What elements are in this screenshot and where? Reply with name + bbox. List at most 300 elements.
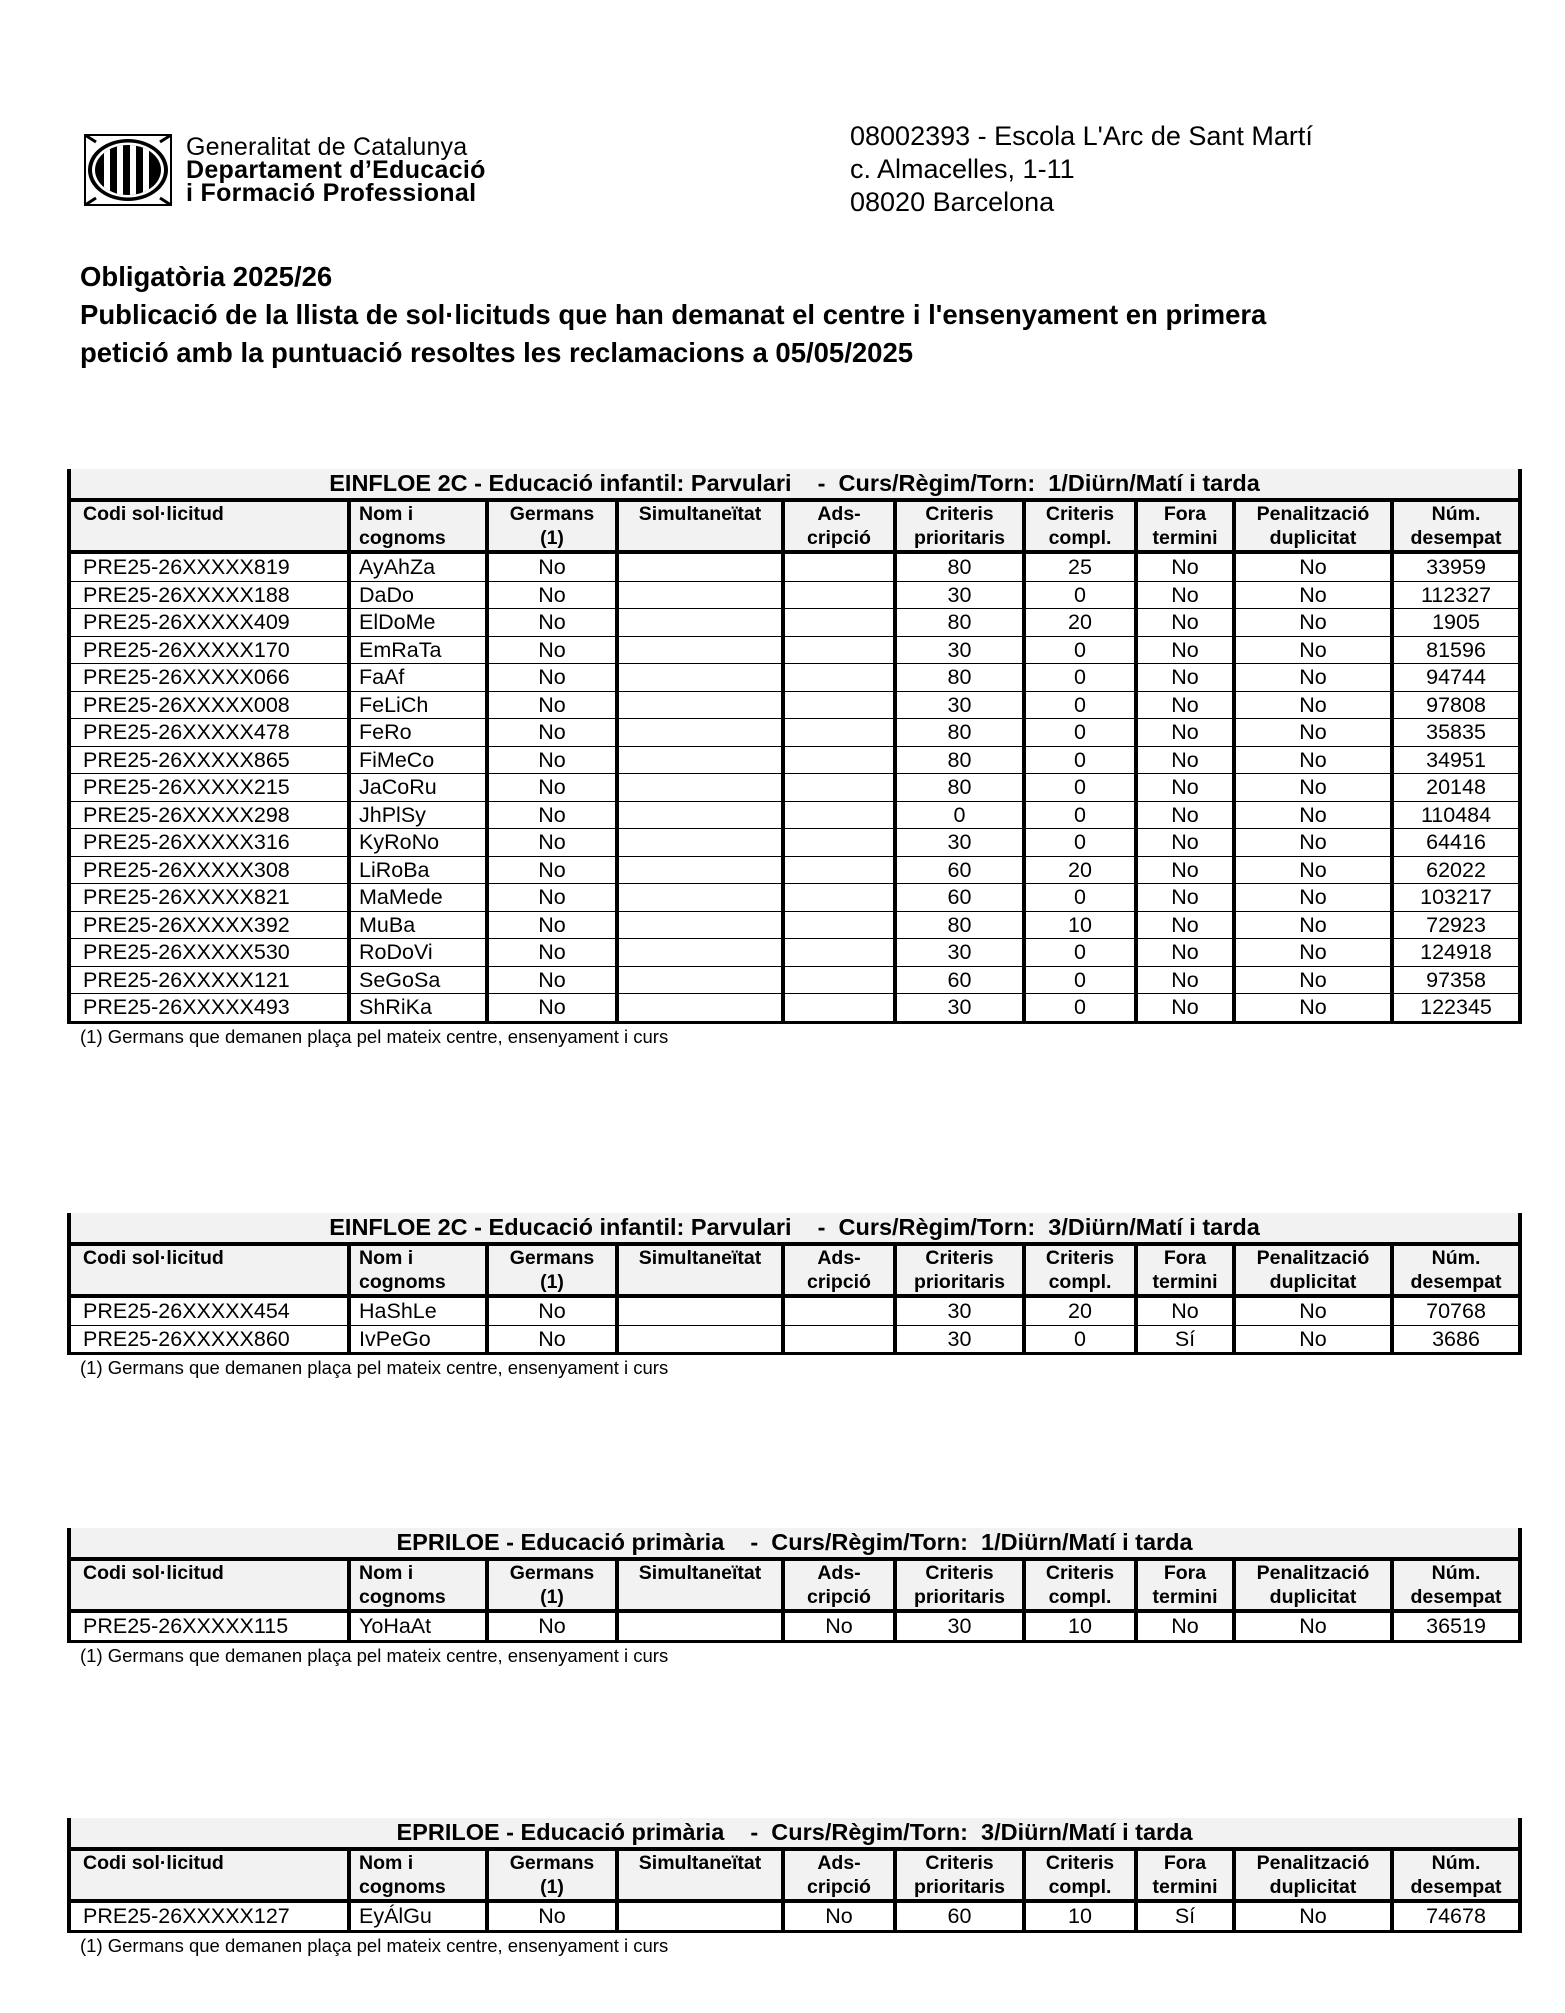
- column-header-label: termini: [1152, 527, 1218, 549]
- column-header-label: prioritaris: [913, 527, 1006, 549]
- table-cell: 0: [895, 801, 1024, 829]
- table-cell: No: [1136, 994, 1234, 1023]
- table-cell: No: [1234, 1611, 1392, 1641]
- table-cell: No: [1234, 1901, 1392, 1931]
- column-header: [1392, 1244, 1520, 1296]
- table-cell: No: [487, 884, 617, 912]
- table-cell: No: [1234, 636, 1392, 664]
- column-header: [349, 1559, 487, 1611]
- table-cell: [617, 1611, 783, 1641]
- table-cell: No: [1136, 609, 1234, 637]
- document-title: [80, 258, 1266, 372]
- table-row: [69, 774, 1520, 802]
- table-row: [69, 1296, 1520, 1325]
- table-cell: [617, 691, 783, 719]
- column-header: [1392, 1849, 1520, 1901]
- table-cell: 60: [895, 884, 1024, 912]
- column-header-label: Simultaneïtat: [638, 1562, 762, 1584]
- table-cell: 0: [1024, 939, 1136, 967]
- table-cell: 0: [1024, 801, 1136, 829]
- column-header-label: Ads-: [817, 1852, 861, 1874]
- applications-table-2: [67, 1213, 1518, 1379]
- column-header-label: Codi sol·licitud: [83, 1852, 224, 1874]
- table-cell: [617, 581, 783, 609]
- column-header: [1392, 500, 1520, 552]
- table-cell: 80: [895, 664, 1024, 692]
- column-header-label: Nom i: [359, 1562, 414, 1584]
- table-cell: PRE25-26XXXXX115: [69, 1611, 349, 1641]
- table-cell: 30: [895, 939, 1024, 967]
- table-cell: [783, 581, 895, 609]
- applications-table-3: [67, 1528, 1518, 1667]
- table-cell: 0: [1024, 719, 1136, 747]
- column-header: [783, 500, 895, 552]
- table-cell: 33959: [1392, 552, 1520, 581]
- table-cell: PRE25-26XXXXX865: [69, 746, 349, 774]
- table-cell: JhPlSy: [349, 801, 487, 829]
- table-row: [69, 719, 1520, 747]
- table-cell: No: [1136, 664, 1234, 692]
- table-cell: No: [487, 994, 617, 1023]
- table-cell: No: [1136, 911, 1234, 939]
- column-header-label: termini: [1152, 1876, 1218, 1898]
- column-header-label: Nom i: [359, 1852, 414, 1874]
- table-cell: [783, 636, 895, 664]
- table-cell: 72923: [1392, 911, 1520, 939]
- table-cell: 0: [1024, 829, 1136, 857]
- logo-government-name: Generalitat de Catalunya: [186, 133, 468, 161]
- table-cell: No: [1234, 994, 1392, 1023]
- column-header-label: Simultaneïtat: [638, 1852, 762, 1874]
- table-cell: [783, 774, 895, 802]
- table-cell: [617, 884, 783, 912]
- school-street: c. Almacelles, 1-11: [850, 154, 1075, 184]
- column-header: [1136, 500, 1234, 552]
- column-header: [349, 1849, 487, 1901]
- logo-department-name-2: i Formació Professional: [186, 179, 477, 207]
- table-cell: [783, 939, 895, 967]
- table-cell: 60: [895, 966, 1024, 994]
- table-caption: EPRILOE - Educació primària - Curs/Règim/Torn: 3/Diürn/Matí i tarda: [69, 1818, 1520, 1849]
- table-cell: [783, 609, 895, 637]
- school-name: 08002393 - Escola L'Arc de Sant Martí: [850, 121, 1313, 151]
- applications-table: [67, 1213, 1522, 1355]
- column-header-label: Criteris: [925, 1247, 994, 1269]
- table-cell: 30: [895, 1296, 1024, 1325]
- column-header: [1392, 1559, 1520, 1611]
- table-cell: PRE25-26XXXXX409: [69, 609, 349, 637]
- applications-table: [67, 1528, 1522, 1643]
- table-cell: PRE25-26XXXXX392: [69, 911, 349, 939]
- table-cell: PRE25-26XXXXX819: [69, 552, 349, 581]
- column-header: [617, 1849, 783, 1901]
- table-cell: 81596: [1392, 636, 1520, 664]
- table-cell: SeGoSa: [349, 966, 487, 994]
- column-header-label: Núm.: [1431, 503, 1481, 525]
- table-cell: 122345: [1392, 994, 1520, 1023]
- column-header-label: Simultaneïtat: [638, 1247, 762, 1269]
- column-header-label: (1): [540, 527, 564, 549]
- table-cell: 74678: [1392, 1901, 1520, 1931]
- table-cell: PRE25-26XXXXX215: [69, 774, 349, 802]
- column-header-label: duplicitat: [1269, 527, 1357, 549]
- school-address-block: [850, 120, 1313, 219]
- column-header: [349, 500, 487, 552]
- column-header-label: Fora: [1163, 1562, 1207, 1584]
- table-cell: 0: [1024, 636, 1136, 664]
- table-cell: FeLiCh: [349, 691, 487, 719]
- table-cell: 30: [895, 994, 1024, 1023]
- column-header: [1136, 1849, 1234, 1901]
- table-cell: [783, 552, 895, 581]
- table-row: [69, 911, 1520, 939]
- column-header: [487, 1244, 617, 1296]
- table-cell: 80: [895, 719, 1024, 747]
- table-row: [69, 552, 1520, 581]
- table-cell: 10: [1024, 1611, 1136, 1641]
- column-header-label: Fora: [1163, 1852, 1207, 1874]
- table-caption: EINFLOE 2C - Educació infantil: Parvulari - Curs/Règim/Torn: 1/Diürn/Matí i tarda: [69, 469, 1520, 500]
- column-header: [1136, 1559, 1234, 1611]
- table-cell: 0: [1024, 774, 1136, 802]
- table-cell: [783, 1296, 895, 1325]
- column-header: [487, 500, 617, 552]
- table-footnote: (1) Germans que demanen plaça pel mateix centre, ensenyament i curs: [80, 1934, 669, 1956]
- table-cell: No: [1234, 1325, 1392, 1354]
- column-header-label: Germans: [509, 1562, 595, 1584]
- table-cell: No: [1234, 552, 1392, 581]
- table-cell: 10: [1024, 911, 1136, 939]
- column-header: [1234, 1849, 1392, 1901]
- column-header: [895, 1244, 1024, 1296]
- column-header-label: desempat: [1410, 527, 1502, 549]
- table-footnote: (1) Germans que demanen plaça pel mateix centre, ensenyament i curs: [80, 1357, 669, 1378]
- column-header-label: Criteris: [925, 503, 994, 525]
- table-row: [69, 581, 1520, 609]
- table-cell: PRE25-26XXXXX308: [69, 856, 349, 884]
- table-cell: [617, 552, 783, 581]
- table-cell: No: [487, 636, 617, 664]
- table-cell: No: [1234, 774, 1392, 802]
- column-header: [1234, 500, 1392, 552]
- column-header-label: Germans: [509, 503, 595, 525]
- table-cell: Sí: [1136, 1901, 1234, 1931]
- column-header-label: cripció: [807, 1271, 871, 1293]
- table-cell: [617, 1901, 783, 1931]
- column-header-label: duplicitat: [1269, 1271, 1357, 1293]
- department-logo: [84, 134, 594, 208]
- column-header-label: Criteris: [1045, 1247, 1115, 1269]
- column-header-label: (1): [540, 1271, 564, 1293]
- table-cell: AyAhZa: [349, 552, 487, 581]
- table-cell: PRE25-26XXXXX493: [69, 994, 349, 1023]
- table-cell: HaShLe: [349, 1296, 487, 1325]
- table-cell: [783, 1325, 895, 1354]
- table-cell: 62022: [1392, 856, 1520, 884]
- column-header: [349, 1244, 487, 1296]
- table-cell: [617, 966, 783, 994]
- table-cell: [783, 994, 895, 1023]
- table-cell: No: [487, 1901, 617, 1931]
- table-cell: No: [1234, 884, 1392, 912]
- table-row: [69, 856, 1520, 884]
- table-cell: 0: [1024, 581, 1136, 609]
- table-cell: No: [1136, 774, 1234, 802]
- table-cell: No: [1234, 581, 1392, 609]
- column-header-label: cripció: [807, 1586, 871, 1608]
- table-cell: 64416: [1392, 829, 1520, 857]
- column-header-label: prioritaris: [913, 1586, 1006, 1608]
- column-header: [617, 500, 783, 552]
- table-cell: 30: [895, 691, 1024, 719]
- column-header: [617, 1244, 783, 1296]
- table-caption: EINFLOE 2C - Educació infantil: Parvulari - Curs/Règim/Torn: 3/Diürn/Matí i tarda: [69, 1213, 1520, 1244]
- column-header-label: desempat: [1410, 1876, 1502, 1898]
- table-cell: 20: [1024, 1296, 1136, 1325]
- table-cell: No: [487, 856, 617, 884]
- column-header-label: Penalització: [1256, 503, 1370, 525]
- table-cell: No: [1136, 746, 1234, 774]
- column-header-label: Penalització: [1256, 1852, 1370, 1874]
- column-header: [1234, 1244, 1392, 1296]
- title-description: Publicació de la llista de sol·licituds que han demanat el centre i l'ensenyament en primera: [80, 299, 1267, 330]
- table-cell: No: [1234, 856, 1392, 884]
- table-cell: 36519: [1392, 1611, 1520, 1641]
- table-cell: No: [1136, 801, 1234, 829]
- column-header-label: duplicitat: [1269, 1876, 1357, 1898]
- column-header-label: Ads-: [817, 1562, 861, 1584]
- table-cell: No: [1136, 719, 1234, 747]
- table-cell: No: [487, 1325, 617, 1354]
- school-city: 08020 Barcelona: [850, 187, 1055, 217]
- column-header: [617, 1559, 783, 1611]
- table-cell: FiMeCo: [349, 746, 487, 774]
- column-header-label: compl.: [1048, 1271, 1112, 1293]
- column-header-label: cripció: [807, 1876, 871, 1898]
- column-header-label: compl.: [1048, 1876, 1112, 1898]
- column-header: [69, 500, 349, 552]
- table-cell: 25: [1024, 552, 1136, 581]
- column-header: [895, 1849, 1024, 1901]
- table-cell: No: [487, 939, 617, 967]
- table-cell: No: [487, 911, 617, 939]
- column-header-label: Fora: [1163, 1247, 1207, 1269]
- table-cell: [617, 774, 783, 802]
- table-cell: 0: [1024, 884, 1136, 912]
- column-header: [783, 1244, 895, 1296]
- table-cell: KyRoNo: [349, 829, 487, 857]
- table-cell: 0: [1024, 664, 1136, 692]
- column-header-label: Criteris: [925, 1562, 994, 1584]
- column-header: [1024, 1849, 1136, 1901]
- table-cell: No: [1234, 609, 1392, 637]
- column-header-label: termini: [1152, 1271, 1218, 1293]
- table-cell: [783, 801, 895, 829]
- column-header-label: cognoms: [359, 1586, 446, 1608]
- table-cell: PRE25-26XXXXX170: [69, 636, 349, 664]
- table-cell: 94744: [1392, 664, 1520, 692]
- table-cell: 124918: [1392, 939, 1520, 967]
- table-cell: 80: [895, 609, 1024, 637]
- column-header: [487, 1849, 617, 1901]
- table-cell: No: [487, 829, 617, 857]
- table-cell: No: [1136, 884, 1234, 912]
- table-cell: 30: [895, 636, 1024, 664]
- table-cell: 60: [895, 856, 1024, 884]
- table-cell: No: [487, 801, 617, 829]
- table-cell: No: [487, 966, 617, 994]
- column-header-label: Núm.: [1431, 1852, 1481, 1874]
- table-cell: [783, 884, 895, 912]
- table-row: [69, 1901, 1520, 1931]
- table-cell: [783, 719, 895, 747]
- column-header: [783, 1849, 895, 1901]
- table-cell: [617, 829, 783, 857]
- table-row: [69, 1325, 1520, 1354]
- table-cell: No: [1234, 664, 1392, 692]
- column-header: [69, 1559, 349, 1611]
- column-header: [487, 1559, 617, 1611]
- table-cell: 20148: [1392, 774, 1520, 802]
- column-header: [1024, 500, 1136, 552]
- table-cell: 30: [895, 581, 1024, 609]
- table-cell: [783, 911, 895, 939]
- table-cell: 0: [1024, 746, 1136, 774]
- table-cell: PRE25-26XXXXX188: [69, 581, 349, 609]
- table-cell: No: [487, 552, 617, 581]
- table-cell: 80: [895, 774, 1024, 802]
- table-cell: ShRiKa: [349, 994, 487, 1023]
- table-cell: No: [487, 774, 617, 802]
- table-cell: MuBa: [349, 911, 487, 939]
- column-header-label: prioritaris: [913, 1876, 1006, 1898]
- column-header-label: Codi sol·licitud: [83, 1247, 224, 1269]
- table-cell: 3686: [1392, 1325, 1520, 1354]
- table-cell: FaAf: [349, 664, 487, 692]
- column-header-label: cognoms: [359, 1876, 446, 1898]
- table-cell: No: [1136, 552, 1234, 581]
- column-header-label: Germans: [509, 1852, 595, 1874]
- column-header: [895, 1559, 1024, 1611]
- table-cell: 103217: [1392, 884, 1520, 912]
- table-cell: 0: [1024, 994, 1136, 1023]
- column-header-label: Nom i: [359, 1247, 414, 1269]
- table-cell: No: [487, 1296, 617, 1325]
- table-cell: IvPeGo: [349, 1325, 487, 1354]
- table-cell: No: [1234, 746, 1392, 774]
- column-header-label: Codi sol·licitud: [83, 503, 224, 525]
- table-cell: 1905: [1392, 609, 1520, 637]
- table-cell: PRE25-26XXXXX008: [69, 691, 349, 719]
- table-cell: No: [1136, 966, 1234, 994]
- column-header-label: cripció: [807, 527, 871, 549]
- table-row: [69, 636, 1520, 664]
- title-year: Obligatòria 2025/26: [80, 261, 333, 292]
- table-cell: 30: [895, 829, 1024, 857]
- table-cell: No: [1234, 1296, 1392, 1325]
- column-header: [783, 1559, 895, 1611]
- table-row: [69, 691, 1520, 719]
- table-cell: 97358: [1392, 966, 1520, 994]
- table-row: [69, 801, 1520, 829]
- table-cell: No: [1234, 911, 1392, 939]
- table-cell: No: [1136, 829, 1234, 857]
- table-cell: PRE25-26XXXXX066: [69, 664, 349, 692]
- table-cell: 70768: [1392, 1296, 1520, 1325]
- table-cell: [617, 719, 783, 747]
- table-cell: [783, 966, 895, 994]
- table-cell: [783, 856, 895, 884]
- column-header-label: Germans: [509, 1247, 595, 1269]
- table-cell: [617, 636, 783, 664]
- table-row: [69, 884, 1520, 912]
- table-cell: PRE25-26XXXXX821: [69, 884, 349, 912]
- applications-table: [67, 1818, 1522, 1933]
- column-header-label: Criteris: [1045, 1562, 1115, 1584]
- table-cell: 110484: [1392, 801, 1520, 829]
- table-cell: 35835: [1392, 719, 1520, 747]
- table-row: [69, 609, 1520, 637]
- table-cell: [617, 911, 783, 939]
- table-cell: PRE25-26XXXXX316: [69, 829, 349, 857]
- generalitat-coat-of-arms-icon: [84, 134, 172, 206]
- table-cell: 30: [895, 1325, 1024, 1354]
- table-row: [69, 939, 1520, 967]
- column-header-label: Criteris: [1045, 1852, 1115, 1874]
- table-cell: 112327: [1392, 581, 1520, 609]
- table-cell: No: [1136, 1611, 1234, 1641]
- table-cell: No: [487, 581, 617, 609]
- column-header-label: Penalització: [1256, 1247, 1370, 1269]
- table-cell: No: [487, 691, 617, 719]
- table-cell: 0: [1024, 1325, 1136, 1354]
- column-header-label: Nom i: [359, 503, 414, 525]
- logo-department-name: Departament d’Educació: [186, 156, 486, 184]
- table-cell: 80: [895, 746, 1024, 774]
- table-cell: No: [1136, 636, 1234, 664]
- table-cell: PRE25-26XXXXX454: [69, 1296, 349, 1325]
- table-cell: MaMede: [349, 884, 487, 912]
- applications-table: [67, 469, 1522, 1024]
- table-cell: ElDoMe: [349, 609, 487, 637]
- table-cell: PRE25-26XXXXX860: [69, 1325, 349, 1354]
- table-row: [69, 994, 1520, 1023]
- table-cell: No: [487, 609, 617, 637]
- table-cell: 0: [1024, 691, 1136, 719]
- table-cell: No: [1234, 829, 1392, 857]
- table-cell: FeRo: [349, 719, 487, 747]
- column-header-label: compl.: [1048, 527, 1112, 549]
- table-cell: PRE25-26XXXXX530: [69, 939, 349, 967]
- table-footnote: (1) Germans que demanen plaça pel mateix centre, ensenyament i curs: [80, 1025, 669, 1047]
- column-header: [1024, 1244, 1136, 1296]
- table-cell: [617, 664, 783, 692]
- table-cell: EmRaTa: [349, 636, 487, 664]
- column-header: [1234, 1559, 1392, 1611]
- column-header-label: Ads-: [817, 1247, 861, 1269]
- table-row: [69, 829, 1520, 857]
- table-cell: No: [487, 719, 617, 747]
- table-cell: Sí: [1136, 1325, 1234, 1354]
- column-header-label: cognoms: [359, 1271, 446, 1293]
- table-cell: No: [1136, 691, 1234, 719]
- table-cell: [783, 664, 895, 692]
- table-cell: PRE25-26XXXXX121: [69, 966, 349, 994]
- table-caption: EPRILOE - Educació primària - Curs/Règim/Torn: 1/Diürn/Matí i tarda: [69, 1528, 1520, 1559]
- table-cell: No: [1234, 939, 1392, 967]
- table-cell: No: [1136, 856, 1234, 884]
- table-cell: 30: [895, 1611, 1024, 1641]
